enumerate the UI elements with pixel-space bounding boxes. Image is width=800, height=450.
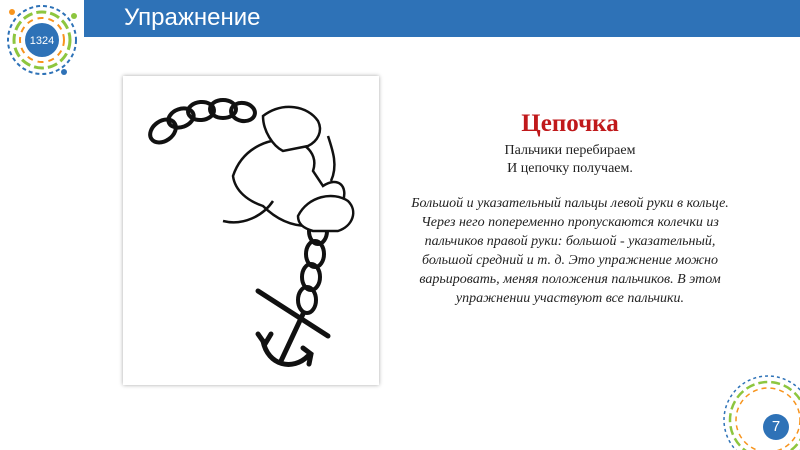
poem-line-2: И цепочку получаем. [507,161,633,176]
slide-title: Упражнение [124,4,261,31]
exercise-text [404,106,736,308]
corner-decoration [720,372,800,450]
exercise-description: Большой и указательный пальцы левой руки в кольце. Через него попеременно пропускаются колечки из пальчиков правой руки: большой - указательный, большой средний и т. д. Это упражнение можно варьировать, меняя положения пальчиков. В этом упражнении участвуют все пальчики. [411,196,729,306]
school-logo [4,2,80,78]
exercise-title: Цепочка [521,110,619,137]
page-number-badge: 7 [763,414,789,440]
hands-chain-drawing [123,76,379,385]
logo-text: 1324 [29,35,55,47]
exercise-illustration [123,76,379,385]
poem-line-1: Пальчики перебираем [504,143,636,158]
